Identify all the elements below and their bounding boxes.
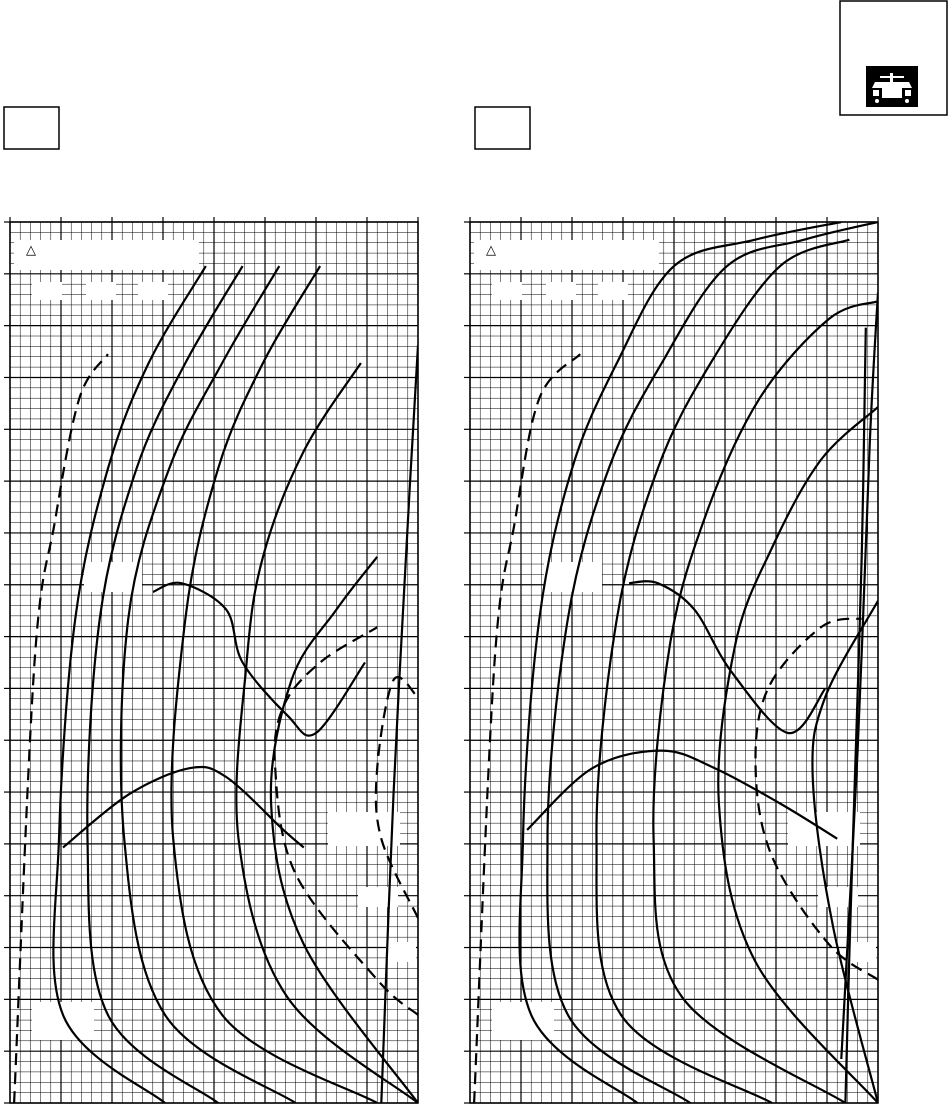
label-patch — [138, 282, 168, 300]
series-line — [171, 266, 377, 1103]
label-patch — [14, 240, 199, 270]
series-line — [845, 328, 865, 1103]
series-line — [236, 363, 418, 1103]
series-line — [812, 601, 878, 1103]
label-patch — [328, 812, 400, 846]
right-panel-box — [475, 107, 530, 149]
series-line — [596, 240, 849, 1103]
label-patch — [358, 887, 398, 907]
label-patch — [86, 282, 116, 300]
left-panel-box — [4, 107, 59, 149]
delta-symbol: △ — [486, 242, 496, 257]
grid — [470, 222, 878, 1103]
aircraft-icon — [866, 66, 918, 107]
left-chart-panel — [4, 217, 418, 1103]
label-patch — [474, 240, 659, 270]
label-patch — [386, 942, 416, 962]
delta-symbol: △ — [26, 242, 36, 257]
series-line — [121, 266, 296, 1103]
series-line — [547, 222, 878, 1103]
series-line — [718, 407, 878, 1103]
label-patch — [598, 282, 628, 300]
label-patch — [546, 282, 576, 300]
label-patch — [492, 282, 522, 300]
label-patch — [32, 1002, 94, 1040]
series-line — [53, 266, 205, 1103]
label-patch — [492, 1002, 554, 1040]
right-chart-panel — [464, 217, 878, 1103]
dashed-series-line — [474, 354, 580, 1103]
label-patch — [788, 812, 860, 846]
label-patch — [32, 282, 62, 300]
series-line — [87, 266, 242, 1103]
